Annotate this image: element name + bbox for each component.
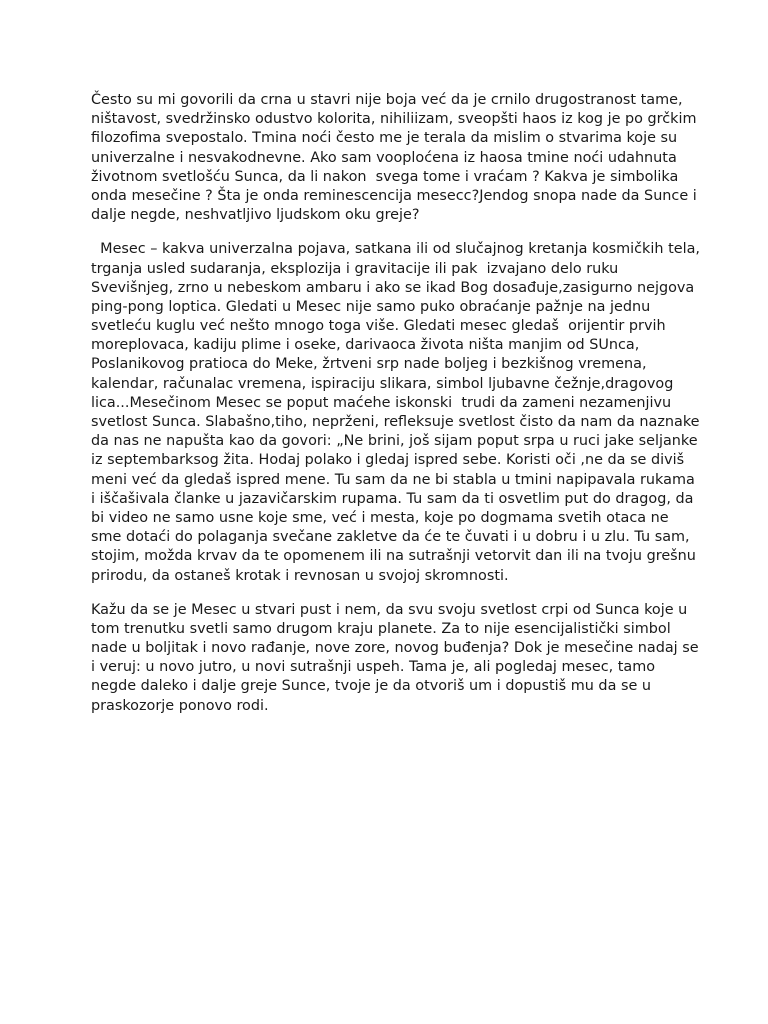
- text-line: Poslanikovog pratioca do Meke, žrtveni srp nade boljeg i bezkišnog vremena,: [91, 356, 647, 373]
- text-line: svetlost Sunca. Slabašno,tiho, neprženi, refleksuje svetlost čisto da nam da naznake: [91, 414, 700, 430]
- text-line: svetleću kuglu već nešto mnogo toga više. Gledati mesec gledaš orijentir prvih: [91, 318, 666, 335]
- paragraph-spacer: [91, 225, 691, 240]
- text-line: negde daleko i dalje greje Sunce, tvoje je da otvoriš um i dopustiš mu da se u: [91, 678, 652, 695]
- text-line: onda mesečine ? Šta je onda reminescencija mesecc?Jendog snopa nade da Sunce i: [91, 187, 697, 204]
- text-line: dalje negde, neshvatljivo ljudskom oku greje?: [91, 207, 420, 224]
- text-line: Svevišnjeg, zrno u nebeskom ambaru i ako se ikad Bog dosađuje,zasigurno nejgova: [91, 279, 695, 296]
- text-line: lica...Mesečinom Mesec se poput maćehe iskonski trudi da zameni nezamenjivu: [91, 394, 672, 411]
- text-line: i iščašivala članke u jazavičarskim rupama. Tu sam da ti osvetlim put do dragog, da: [91, 490, 694, 507]
- text-line: ništavost, svedržinsko odustvo kolorita, nihiliizam, sveopšti haos iz kog je po grčkim: [91, 111, 697, 128]
- text-line: bi video ne samo usne koje sme, već i mesta, koje po dogmama svetih otaca ne: [91, 509, 669, 526]
- text-line: nade u boljitak i novo rađanje, nove zore, novog buđenja? Dok je mesečine nadaj se: [91, 640, 699, 657]
- text-line: tom trenutku svetli samo drugom kraju planete. Za to nije esencijalistički simbol: [91, 620, 671, 637]
- paragraph-3: [91, 601, 699, 716]
- text-line: Često su mi govorili da crna u stavri nije boja već da je crnilo drugostranost tame,: [91, 92, 683, 108]
- text-line: da nas ne napušta kao da govori: „Ne brini, još sijam poput srpa u ruci jake seljanke: [91, 433, 698, 450]
- paragraph-spacer: [91, 586, 691, 601]
- text-line: sme dotaći do polaganja svečane zakletve da će te čuvati i u dobru i u zlu. Tu sam,: [91, 529, 690, 546]
- text-line: trganja usled sudaranja, eksplozija i gravitacije ili pak izvajano delo ruku: [91, 260, 619, 277]
- text-line: ping-pong loptica. Gledati u Mesec nije samo puko obraćanje pažnje na jednu: [91, 298, 651, 315]
- document-body: [91, 91, 700, 716]
- text-line: iz septembarksog žita. Hodaj polako i gledaj ispred sebe. Koristi oči ,ne da se diviš: [91, 452, 685, 469]
- text-line: univerzalne i nesvakodnevne. Ako sam vooplоćena iz haosa tmine noći udahnuta: [91, 149, 677, 166]
- text-line: prirodu, da ostaneš krotak i revnosan u svojoj skromnosti.: [91, 567, 509, 584]
- text-line: Kažu da se je Mesec u stvari pust i nem, da svu svoju svetlost crpi od Sunca koje u: [91, 601, 688, 618]
- text-line: kalendar, računalac vremena, ispiraciju slikara, simbol ljubavne čežnje,dragovog: [91, 375, 674, 392]
- text-line: meni već da gledaš ispred mene. Tu sam da ne bi stabla u tmini napipavala rukama: [91, 471, 695, 488]
- text-line: životnom svetlošću Sunca, da li nakon svega tome i vraćam ? Kakva je simbolika: [91, 168, 679, 185]
- paragraph-2: [91, 240, 700, 585]
- text-line: Mesec – kakva univerzalna pojava, satkana ili od slučajnog kretanja kosmičkih tela,: [91, 241, 700, 258]
- text-line: praskozorje ponovo rodi.: [91, 697, 269, 714]
- paragraph-1: [91, 91, 697, 225]
- text-line: i veruj: u novo jutro, u novi sutrašnji uspeh. Tama je, ali pogledaj mesec, tamo: [91, 659, 656, 676]
- text-line: moreplovaca, kadiju plime i oseke, darivaoca života ništa manjim od SUnca,: [91, 337, 640, 354]
- text-line: stojim, možda krvav da te opomenem ili na sutrašnji vetorvit dan ili na tvoju grešnu: [91, 548, 696, 565]
- text-line: filozofima svepostalo. Tmina noći često me je terala da mislim o stvarima koje su: [91, 130, 678, 147]
